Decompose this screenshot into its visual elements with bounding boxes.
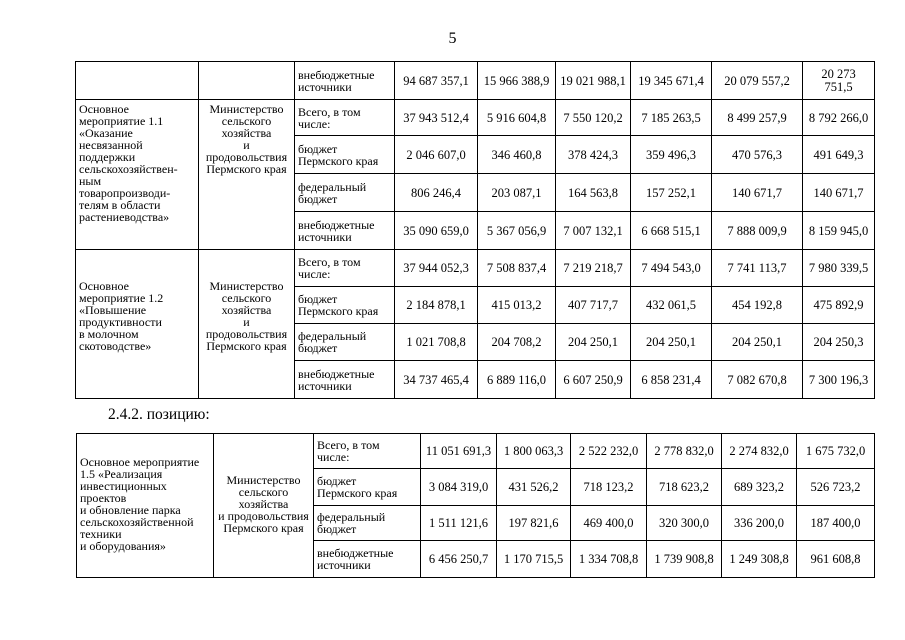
- value-cell: 689 323,2: [722, 469, 797, 506]
- value-cell: 1 170 715,5: [497, 541, 571, 578]
- value-cell: 7 508 837,4: [478, 250, 556, 287]
- activity-cell-empty: [76, 62, 199, 100]
- value-cell: 20 079 557,2: [712, 62, 803, 100]
- table-row: [76, 100, 875, 136]
- funding-source-cell: федеральный бюджет: [314, 506, 421, 541]
- funding-source-cell: федеральный бюджет: [295, 324, 395, 361]
- value-cell: 2 184 878,1: [395, 287, 478, 324]
- value-cell: 7 300 196,3: [803, 361, 875, 399]
- value-cell: 11 051 691,3: [421, 434, 497, 469]
- value-cell: 7 741 113,7: [712, 250, 803, 287]
- value-cell: 20 273 751,5: [803, 62, 875, 100]
- funding-source-cell: федеральный бюджет: [295, 174, 395, 212]
- value-cell: 19 345 671,4: [631, 62, 712, 100]
- value-cell: 6 668 515,1: [631, 212, 712, 250]
- value-cell: 1 675 732,0: [797, 434, 875, 469]
- section-heading: 2.4.2. позицию:: [108, 406, 210, 423]
- value-cell: 1 739 908,8: [647, 541, 722, 578]
- value-cell: 3 084 319,0: [421, 469, 497, 506]
- value-cell: 359 496,3: [631, 136, 712, 174]
- value-cell: 6 889 116,0: [478, 361, 556, 399]
- value-cell: 204 708,2: [478, 324, 556, 361]
- value-cell: 187 400,0: [797, 506, 875, 541]
- value-cell: 475 892,9: [803, 287, 875, 324]
- value-cell: 1 511 121,6: [421, 506, 497, 541]
- value-cell: 2 778 832,0: [647, 434, 722, 469]
- value-cell: 1 249 308,8: [722, 541, 797, 578]
- value-cell: 6 607 250,9: [556, 361, 631, 399]
- table-row: [77, 434, 875, 469]
- value-cell: 5 367 056,9: [478, 212, 556, 250]
- value-cell: 415 013,2: [478, 287, 556, 324]
- value-cell: 469 400,0: [571, 506, 647, 541]
- value-cell: 6 456 250,7: [421, 541, 497, 578]
- value-cell: 806 246,4: [395, 174, 478, 212]
- value-cell: 7 219 218,7: [556, 250, 631, 287]
- value-cell: 2 046 607,0: [395, 136, 478, 174]
- value-cell: 204 250,1: [556, 324, 631, 361]
- funding-source-cell: внебюджетные источники: [295, 62, 395, 100]
- value-cell: 8 792 266,0: [803, 100, 875, 136]
- value-cell: 7 494 543,0: [631, 250, 712, 287]
- value-cell: 718 123,2: [571, 469, 647, 506]
- funding-table-position: [76, 433, 875, 578]
- value-cell: 1 334 708,8: [571, 541, 647, 578]
- value-cell: 37 943 512,4: [395, 100, 478, 136]
- value-cell: 1 800 063,3: [497, 434, 571, 469]
- value-cell: 407 717,7: [556, 287, 631, 324]
- value-cell: 6 858 231,4: [631, 361, 712, 399]
- value-cell: 204 250,1: [631, 324, 712, 361]
- executor-cell: Министерство сельского хозяйства и продовольствия Пермского края: [199, 100, 295, 250]
- value-cell: 164 563,8: [556, 174, 631, 212]
- activity-cell: Основное мероприятие 1.5 «Реализация инвестиционных проектов и обновление парка сельскохозяйственной техники и оборудования»: [77, 434, 214, 578]
- value-cell: 94 687 357,1: [395, 62, 478, 100]
- funding-source-cell: Всего, в том числе:: [314, 434, 421, 469]
- funding-source-cell: внебюджетные источники: [295, 212, 395, 250]
- funding-source-cell: бюджет Пермского края: [295, 136, 395, 174]
- value-cell: 7 007 132,1: [556, 212, 631, 250]
- table-row: [76, 62, 875, 100]
- value-cell: 2 522 232,0: [571, 434, 647, 469]
- value-cell: 432 061,5: [631, 287, 712, 324]
- value-cell: 7 185 263,5: [631, 100, 712, 136]
- value-cell: 346 460,8: [478, 136, 556, 174]
- funding-source-cell: бюджет Пермского края: [295, 287, 395, 324]
- executor-cell-empty: [199, 62, 295, 100]
- value-cell: 491 649,3: [803, 136, 875, 174]
- value-cell: 7 082 670,8: [712, 361, 803, 399]
- value-cell: 140 671,7: [803, 174, 875, 212]
- page-number: 5: [448, 30, 457, 47]
- value-cell: 2 274 832,0: [722, 434, 797, 469]
- value-cell: 718 623,2: [647, 469, 722, 506]
- value-cell: 431 526,2: [497, 469, 571, 506]
- funding-source-cell: внебюджетные источники: [295, 361, 395, 399]
- executor-cell: Министерство сельского хозяйства и продовольствия Пермского края: [199, 250, 295, 399]
- value-cell: 204 250,3: [803, 324, 875, 361]
- value-cell: 5 916 604,8: [478, 100, 556, 136]
- value-cell: 7 888 009,9: [712, 212, 803, 250]
- funding-source-cell: Всего, в том числе:: [295, 100, 395, 136]
- value-cell: 203 087,1: [478, 174, 556, 212]
- value-cell: 8 499 257,9: [712, 100, 803, 136]
- value-cell: 157 252,1: [631, 174, 712, 212]
- value-cell: 35 090 659,0: [395, 212, 478, 250]
- value-cell: 961 608,8: [797, 541, 875, 578]
- value-cell: 7 550 120,2: [556, 100, 631, 136]
- value-cell: 15 966 388,9: [478, 62, 556, 100]
- value-cell: 336 200,0: [722, 506, 797, 541]
- value-cell: 8 159 945,0: [803, 212, 875, 250]
- value-cell: 470 576,3: [712, 136, 803, 174]
- value-cell: 37 944 052,3: [395, 250, 478, 287]
- value-cell: 204 250,1: [712, 324, 803, 361]
- value-cell: 320 300,0: [647, 506, 722, 541]
- value-cell: 1 021 708,8: [395, 324, 478, 361]
- value-cell: 7 980 339,5: [803, 250, 875, 287]
- value-cell: 140 671,7: [712, 174, 803, 212]
- activity-cell: Основное мероприятие 1.1 «Оказание несвязанной поддержки сельскохозяйствен- ным товаропроизводи- телям в области растениеводства»: [76, 100, 199, 250]
- funding-table-continuation: [75, 61, 875, 399]
- value-cell: 19 021 988,1: [556, 62, 631, 100]
- value-cell: 197 821,6: [497, 506, 571, 541]
- value-cell: 526 723,2: [797, 469, 875, 506]
- value-cell: 454 192,8: [712, 287, 803, 324]
- table-row: [76, 250, 875, 287]
- value-cell: 378 424,3: [556, 136, 631, 174]
- funding-source-cell: внебюджетные источники: [314, 541, 421, 578]
- executor-cell: Министерство сельского хозяйства и продовольствия Пермского края: [214, 434, 314, 578]
- funding-source-cell: бюджет Пермского края: [314, 469, 421, 506]
- funding-source-cell: Всего, в том числе:: [295, 250, 395, 287]
- value-cell: 34 737 465,4: [395, 361, 478, 399]
- activity-cell: Основное мероприятие 1.2 «Повышение продуктивности в молочном скотоводстве»: [76, 250, 199, 399]
